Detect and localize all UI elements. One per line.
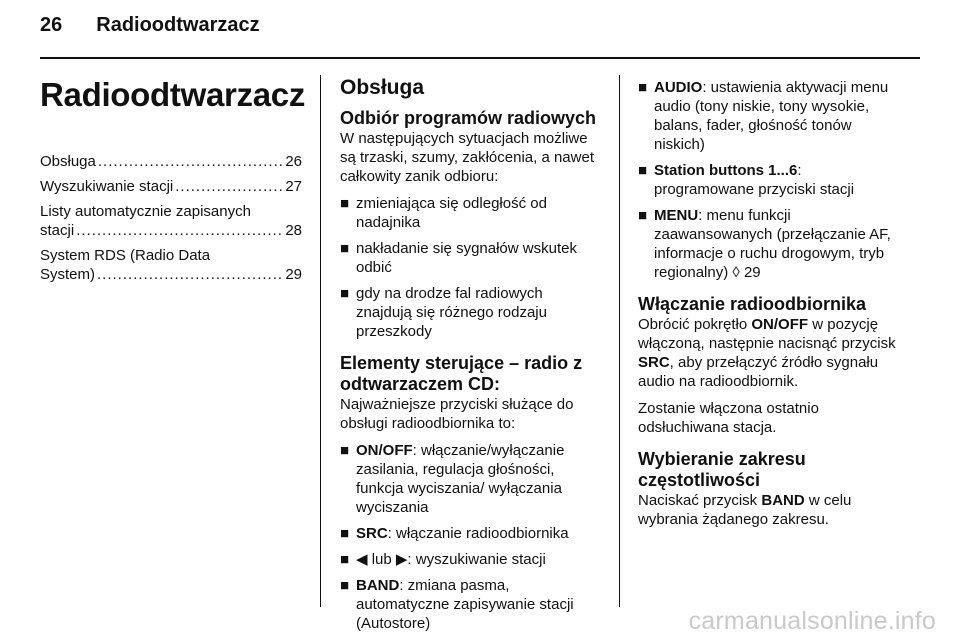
- bullet-icon: ■: [340, 525, 350, 542]
- toc-entry-title: Wyszukiwanie stacji: [40, 178, 174, 195]
- column-2: [340, 68, 602, 641]
- paragraph: Najważniejsze przyciski służące do obsługi radioodbiornika to:: [340, 396, 574, 432]
- toc-leader: [97, 265, 283, 284]
- paragraph: Obrócić pokrętło ON/OFF w pozycję włączoną, następnie nacisnąć przycisk SRC, aby przełączyć źródło sygnału audio na radioodbiornik.: [638, 316, 896, 390]
- column-1: [40, 68, 306, 290]
- paragraph: Naciskać przycisk BAND w celu wybrania żądanego zakresu.: [638, 492, 852, 528]
- toc-entry-title-line: Listy automatycznie zapisanych: [40, 203, 251, 220]
- page-number: 26: [40, 14, 63, 36]
- toc-entry-page: 28: [285, 222, 302, 239]
- section-heading: Obsługa: [340, 76, 425, 99]
- control-key: Station buttons 1...6: [654, 162, 798, 179]
- control-key: SRC: [638, 354, 670, 371]
- watermark: carmanualsonline.info: [688, 607, 936, 635]
- bullet-icon: ■: [340, 442, 350, 459]
- toc-leader: [175, 177, 283, 196]
- control-key: AUDIO: [654, 79, 703, 96]
- list-item: ■ gdy na drodze fal radiowych znajdują się różnego rodzaju przeszkody: [340, 285, 547, 340]
- bullet-icon: ■: [340, 195, 350, 212]
- bullet-icon: ■: [340, 577, 350, 594]
- toc-entry-title-line: System RDS (Radio Data: [40, 247, 211, 264]
- toc-leader: [76, 221, 283, 240]
- list-item: ■ MENU: menu funkcji zaawansowanych (przełączanie AF, informacje o ruchu drogowym, tryb regionalny) ◊ 29: [638, 207, 891, 281]
- list-item: ■ AUDIO: ustawienia aktywacji menu audio (tony niskie, tony wysokie, balans, fader, głośność tonów niskich): [638, 79, 889, 153]
- toc-entry-page: 29: [285, 266, 302, 283]
- column-divider-1: [320, 75, 321, 607]
- paragraph: W następujących sytuacjach możliwe są trzaski, szumy, zakłócenia, a nawet całkowity zanik odbioru:: [340, 130, 594, 185]
- toc-entry[interactable]: [40, 202, 302, 240]
- list-item: ■ zmieniająca się odległość od nadajnika: [340, 195, 547, 231]
- toc-entry[interactable]: [40, 246, 302, 284]
- bullet-icon: ■: [638, 162, 648, 179]
- controls-list: [638, 78, 902, 282]
- list-item: ■ Station buttons 1...6: programowane przyciski stacji: [638, 162, 855, 198]
- toc-entry[interactable]: [40, 177, 302, 196]
- list-item: ■ ON/OFF: włączanie/wyłączanie zasilania, regulacja głośności, funkcja wyciszania/ wyłączania wyciszania: [340, 442, 565, 516]
- subsection-heading: Odbiór programów radiowych: [340, 108, 597, 128]
- toc-entry-page: 27: [285, 178, 302, 195]
- toc-entry-page: 26: [285, 153, 302, 170]
- control-key: ON/OFF: [356, 442, 413, 459]
- control-key: MENU: [654, 207, 699, 224]
- subsection-heading: Elementy sterujące – radio z odtwarzaczem CD:: [340, 353, 583, 394]
- subsection-heading: Włączanie radioodbiornika: [638, 294, 867, 314]
- control-key: SRC: [356, 525, 388, 542]
- bullet-icon: ■: [638, 79, 648, 96]
- toc-leader: [98, 152, 283, 171]
- controls-list: [340, 441, 602, 633]
- toc-entry-title: System): [40, 266, 96, 283]
- list-item: ■ BAND: zmiana pasma, automatyczne zapisywanie stacji (Autostore): [340, 577, 574, 632]
- control-key: BAND: [761, 492, 805, 509]
- toc-entry[interactable]: [40, 152, 302, 171]
- list-item: ■ SRC: włączanie radioodbiornika: [340, 525, 569, 542]
- bullet-icon: ■: [638, 207, 648, 224]
- page-header: [40, 14, 260, 37]
- chapter-title: Radioodtwarzacz: [40, 76, 306, 113]
- control-key: BAND: [356, 577, 400, 594]
- table-of-contents: [40, 152, 302, 284]
- bullet-list: [340, 194, 602, 341]
- list-item: ■ ◀ lub ▶: wyszukiwanie stacji: [340, 551, 546, 568]
- header-title: Radioodtwarzacz: [96, 14, 260, 36]
- control-key: ON/OFF: [751, 316, 809, 333]
- list-item: ■ nakładanie się sygnałów wskutek odbić: [340, 240, 577, 276]
- subsection-heading: Wybieranie zakresu częstotliwości: [638, 449, 806, 490]
- column-3: [638, 78, 902, 537]
- paragraph: Zostanie włączona ostatnio odsłuchiwana stacja.: [638, 400, 819, 436]
- bullet-icon: ■: [340, 240, 350, 257]
- toc-entry-title: stacji: [40, 222, 75, 239]
- bullet-icon: ■: [340, 551, 350, 568]
- bullet-icon: ■: [340, 285, 350, 302]
- header-rule: [40, 57, 920, 59]
- column-divider-2: [619, 75, 620, 607]
- toc-entry-title: Obsługa: [40, 153, 96, 170]
